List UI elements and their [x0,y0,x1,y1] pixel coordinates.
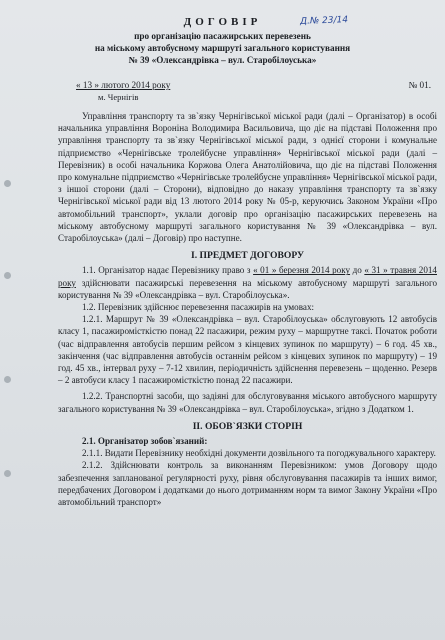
handwritten-stamp: Д.№ 23/14 [299,15,349,27]
punch-hole [4,376,11,383]
clause-2-1-2: 2.1.2. Здійснювати контроль за виконанням Перевізником: умов Договору щодо забезпечення запланованої регулярності руху, рівня обслуговування пасажирів та інших вимог, передбачених Договором і додатками до нього дотриманням норм та вимог Закону України «Про автомобільний транспорт» [58,460,437,508]
clause-text: здійснювати пасажирські перевезення на міському автобусному маршруті загального користування № 39 «Олександрівка – вул. Старобілоуська». [58,277,437,300]
clause-text: 1.1. Організатор надає Перевізнику право з [82,265,254,276]
document-body [58,110,437,508]
date-line [76,80,431,90]
clause-1-2-2: 1.2.2. Транспортні засоби, що задіяні для обслуговування міського автобусного маршруту загального користування № 39 «Олександрівка – вул. Старобілоуська», згідно з Додатком 1. [58,391,437,414]
preamble-paragraph: Управління транспорту та зв`язку Чернігівської міської ради (далі – Організатор) в особі начальника управління Вороніна Володимира Васильовича, що діє на підставі Положення про управління транспорту та зв`язку Чернігівської міської ради, з однієї сторони і комунальне підприємство «Чернігівське тролейбусне управління» Чернігівської міської ради (далі – Перевізник) в особі начальника Коржова Олега Анатолійовича, що діє на підставі Положення про комунальне підприємство «Чернігівське тролейбусне управління» Чернігівської міської ради, з іншої сторони (далі – Сторони), відповідно до наказу управління транспорту та зв`язку Чернігівської міської ради від 13 лютого 2014 року № 05-р, керуючись Законом України «Про автомобільний транспорт», уклали договір про організацію пасажирських перевезень на міському автобусному маршруті загального користування № 39 «Олександрівка – вул. Старобілоуська» (далі – Договір) про наступне. [58,111,437,244]
start-date: « 01 » березня 2014 року [253,265,351,276]
end-date: « 31 » травня 2014 року [58,265,437,288]
punch-hole [4,180,11,187]
document-title: ДОГОВІР [183,16,262,28]
clause-1-1 [58,264,437,301]
subtitle-line: № 39 «Олександрівка – вул. Старобілоуська» [128,55,317,65]
clause-2-1-1: 2.1.1. Видати Перевізнику необхідні документи дозвільного та погоджувального характеру. [82,448,436,459]
punch-hole [4,470,11,477]
clause-2-1: 2.1. Організатор зобов`язаний: [82,436,208,447]
clause-1-2-1: 1.2.1. Маршрут № 39 «Олександрівка – вул. Старобілоуська» обслуговують 12 автобусів класу 1, пасажиромісткістю понад 22 пасажири, режим руху – маршрутне таксі. Початок роботи (час відправлення автобусів першим рейсом з кінцевих зупинок по маршруту) – 6 год. 45 хв., закінчення (час відправлення автобусів останнім рейсом з кінцевих зупинок по маршруту) – 19 год. 45 хв., інтервал руху – 7-12 хвилин, періодичність здійснення перевезень – щоденно. Резерв – 2 автобуси класу 1 пасажиромісткістю понад 22 пасажири. [58,314,437,386]
document-subtitle [14,30,431,66]
section-title: ІІ. ОБОВ`ЯЗКИ СТОРІН [192,420,303,432]
punch-hole [4,272,11,279]
subtitle-line: про організацію пасажирських перевезень [134,31,311,41]
contract-city: м. Чернігів [98,92,139,102]
clause-1-2: 1.2. Перевізник здійснює перевезення пасажирів на умовах: [82,302,315,313]
section-title: І. ПРЕДМЕТ ДОГОВОРУ [190,250,305,262]
contract-number: № 01. [408,80,431,90]
contract-date: « 13 » лютого 2014 року [76,80,171,90]
clause-text: до [350,265,365,276]
subtitle-line: на міському автобусному маршруті загального користування [94,43,351,53]
